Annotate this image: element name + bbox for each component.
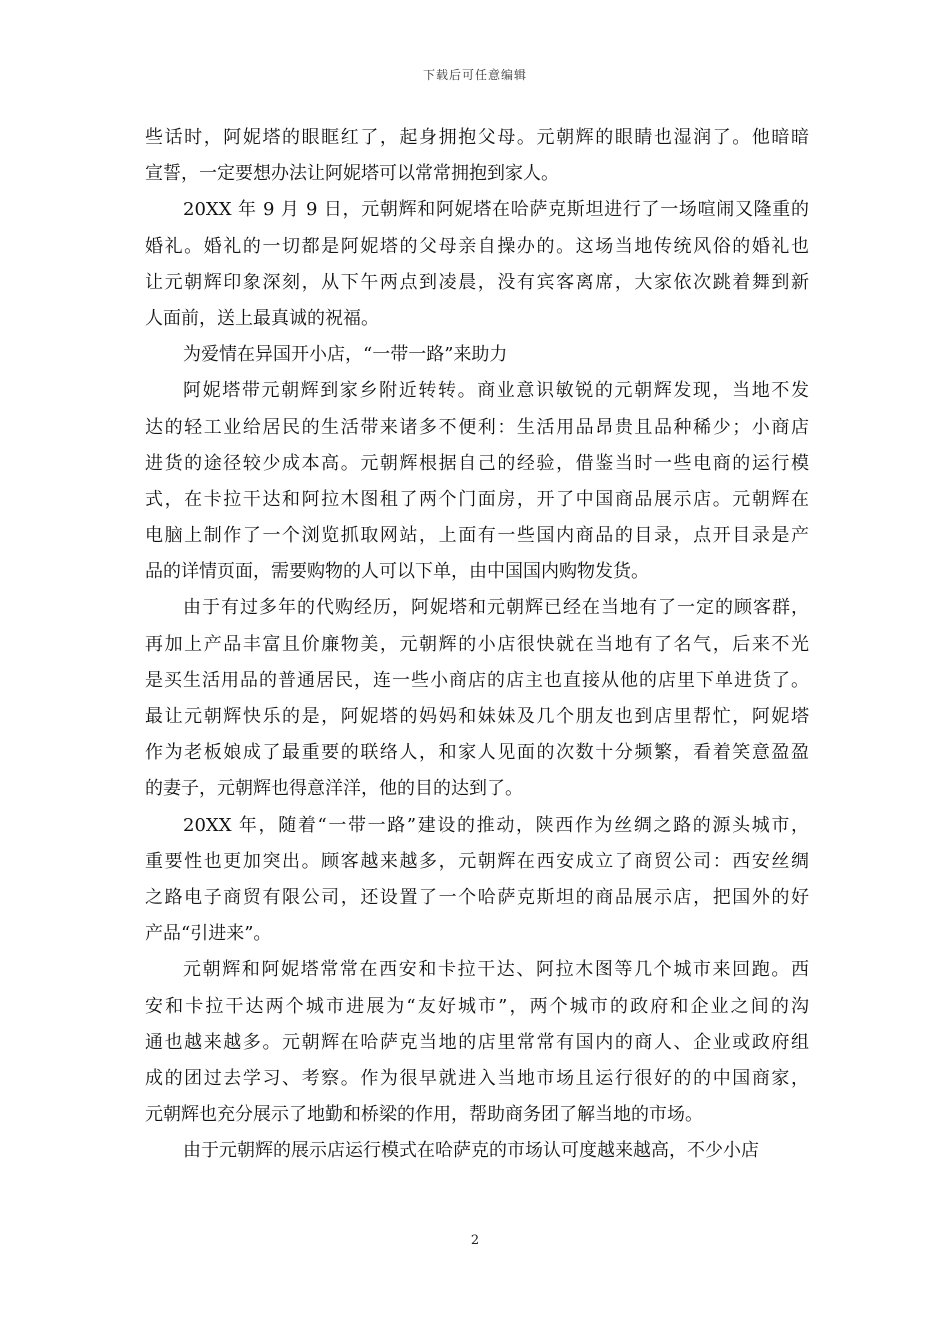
text-line: 由于有过多年的代购经历，阿妮塔和元朝辉已经在当地有了一定的顾客群， <box>183 597 809 619</box>
text-line: 电脑上制作了一个浏览抓取网站，上面有一些国内商品的目录，点开目录是产 <box>145 525 809 547</box>
text-line: 最让元朝辉快乐的是，阿妮塔的妈妈和妹妹及几个朋友也到店里帮忙，阿妮塔 <box>145 706 809 727</box>
text-line: 20XX 年，随着“一带一路”建设的推动，陕西作为丝绸之路的源头城市， <box>183 814 809 836</box>
text-line: 式，在卡拉干达和阿拉木图租了两个门面房，开了中国商品展示店。元朝辉在 <box>145 488 809 510</box>
page-number: 2 <box>470 1233 480 1248</box>
document-body <box>145 120 809 1169</box>
text-line: 进货的途径较少成本高。元朝辉根据自己的经验，借鉴当时一些电商的运行模 <box>145 452 809 474</box>
text-line: 之路电子商贸有限公司，还设置了一个哈萨克斯坦的商品展示店，把国外的好 <box>145 886 809 908</box>
text-line: 品的详情页面，需要购物的人可以下单，由中国国内购物发货。 <box>145 561 649 583</box>
text-line: 成的团过去学习、考察。作为很早就进入当地市场且运行很好的的中国商家， <box>145 1067 809 1089</box>
text-line: 产品“引进来”。 <box>145 923 272 945</box>
text-line: 阿妮塔带元朝辉到家乡附近转转。商业意识敏锐的元朝辉发现，当地不发 <box>183 380 809 402</box>
text-line: 为爱情在异国开小店，“一带一路”来助力 <box>183 344 508 366</box>
text-line: 20XX 年 9 月 9 日，元朝辉和阿妮塔在哈萨克斯坦进行了一场喧闹又隆重的 <box>183 199 809 221</box>
page-header: 下载后可任意编辑 <box>422 68 527 82</box>
text-line: 些话时，阿妮塔的眼眶红了，起身拥抱父母。元朝辉的眼睛也湿润了。他暗暗 <box>145 127 809 148</box>
text-line: 再加上产品丰富且价廉物美，元朝辉的小店很快就在当地有了名气，后来不光 <box>145 633 809 655</box>
text-line: 通也越来越多。元朝辉在哈萨克当地的店里常常有国内的商人、企业或政府组 <box>145 1031 809 1053</box>
text-line: 婚礼。婚礼的一切都是阿妮塔的父母亲自操办的。这场当地传统风俗的婚礼也 <box>145 235 809 257</box>
text-line: 由于元朝辉的展示店运行模式在哈萨克的市场认可度越来越高，不少小店 <box>183 1140 759 1162</box>
text-line: 元朝辉也充分展示了地勤和桥梁的作用，帮助商务团了解当地的市场。 <box>145 1104 703 1126</box>
text-line: 让元朝辉印象深刻，从下午两点到凌晨，没有宾客离席，大家依次跳着舞到新 <box>145 271 809 293</box>
text-line: 重要性也更加突出。顾客越来越多，元朝辉在西安成立了商贸公司：西安丝绸 <box>145 850 809 872</box>
text-line: 达的轻工业给居民的生活带来诸多不便利：生活用品昂贵且品种稀少；小商店 <box>145 416 809 438</box>
text-line: 人面前，送上最真诚的祝福。 <box>145 307 379 329</box>
text-line: 是买生活用品的普通居民，连一些小商店的店主也直接从他的店里下单进货了。 <box>145 669 809 691</box>
text-line: 作为老板娘成了最重要的联络人，和家人见面的次数十分频繁，看着笑意盈盈 <box>145 742 809 764</box>
text-line: 元朝辉和阿妮塔常常在西安和卡拉干达、阿拉木图等几个城市来回跑。西 <box>183 959 809 981</box>
text-line: 宣誓，一定要想办法让阿妮塔可以常常拥抱到家人。 <box>145 163 559 185</box>
text-line: 安和卡拉干达两个城市进展为“友好城市”，两个城市的政府和企业之间的沟 <box>145 995 809 1017</box>
text-line: 的妻子，元朝辉也得意洋洋，他的目的达到了。 <box>145 778 523 800</box>
